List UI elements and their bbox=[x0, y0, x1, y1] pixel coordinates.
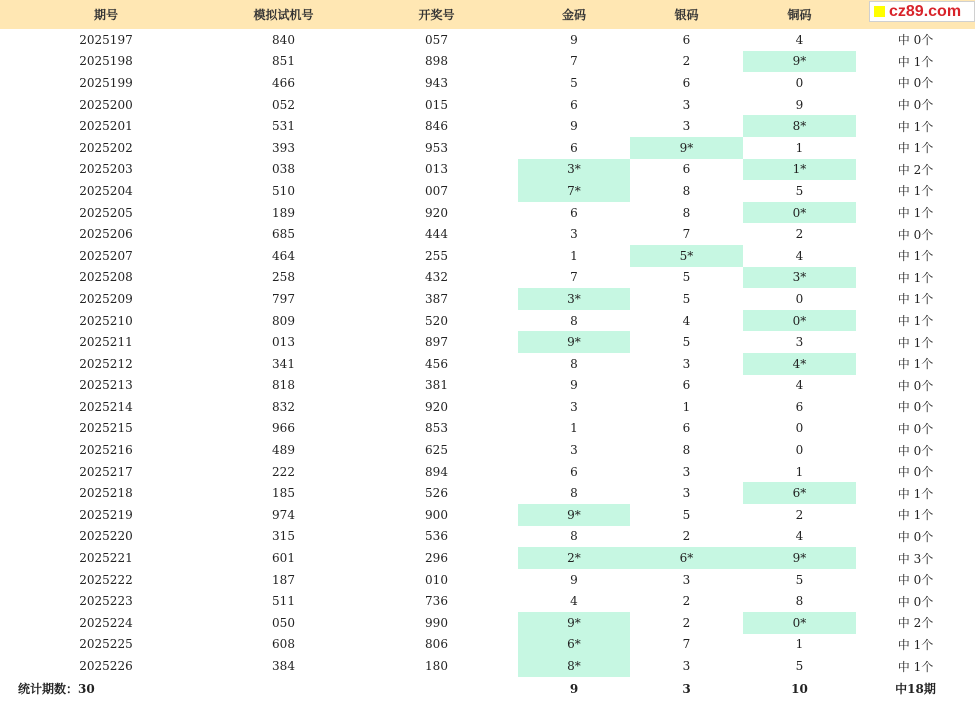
cell-silver: 3 bbox=[682, 486, 691, 501]
cell-bronze: 2 bbox=[795, 227, 804, 242]
cell-gold: 3* bbox=[518, 288, 630, 310]
cell-silver: 5 bbox=[682, 270, 691, 285]
cell-result: 中 0个 bbox=[897, 443, 934, 458]
cell-sim: 050 bbox=[272, 615, 295, 630]
cell-silver: 2 bbox=[682, 529, 691, 544]
header-draw: 开奖号 bbox=[418, 8, 455, 22]
table-row bbox=[0, 396, 975, 418]
yellow-square-icon bbox=[874, 6, 885, 17]
table-row bbox=[0, 180, 975, 202]
header-bronze: 铜码 bbox=[787, 8, 812, 22]
cell-sim: 840 bbox=[272, 32, 295, 47]
table-row bbox=[0, 634, 975, 656]
table-row bbox=[0, 159, 975, 181]
cell-bronze: 0 bbox=[795, 291, 804, 306]
header-gold: 金码 bbox=[561, 8, 586, 22]
table-row bbox=[0, 245, 975, 267]
cell-silver: 3 bbox=[682, 572, 691, 587]
cell-bronze: 2 bbox=[795, 507, 804, 522]
cell-result: 中 0个 bbox=[897, 98, 934, 113]
cell-sim: 341 bbox=[272, 356, 295, 371]
cell-period: 2025222 bbox=[79, 572, 133, 587]
cell-draw: 456 bbox=[425, 356, 448, 371]
table-row bbox=[0, 115, 975, 137]
table-row bbox=[0, 353, 975, 375]
cell-period: 2025214 bbox=[79, 399, 133, 414]
table-row bbox=[0, 418, 975, 440]
table-row bbox=[0, 569, 975, 591]
cell-result: 中 2个 bbox=[897, 616, 934, 631]
table-row bbox=[0, 590, 975, 612]
cell-draw: 897 bbox=[425, 335, 448, 350]
cell-silver: 8 bbox=[682, 205, 691, 220]
cell-silver: 3 bbox=[682, 356, 691, 371]
cell-result: 中 3个 bbox=[897, 551, 934, 566]
cell-draw: 943 bbox=[425, 75, 448, 90]
cell-result: 中 1个 bbox=[897, 270, 934, 285]
cell-result: 中 1个 bbox=[897, 508, 934, 523]
cell-gold: 7 bbox=[570, 54, 578, 69]
cell-bronze: 5 bbox=[795, 659, 804, 674]
cell-gold: 6* bbox=[518, 634, 630, 656]
cell-bronze: 1 bbox=[795, 140, 804, 155]
cell-bronze: 4 bbox=[795, 378, 804, 393]
cell-bronze: 0* bbox=[743, 612, 856, 634]
cell-bronze: 8 bbox=[795, 594, 804, 609]
cell-sim: 189 bbox=[272, 205, 295, 220]
cell-gold: 6 bbox=[570, 205, 578, 220]
header-sim: 模拟试机号 bbox=[253, 8, 314, 22]
cell-silver: 7 bbox=[682, 637, 691, 652]
cell-draw: 057 bbox=[425, 32, 448, 47]
cell-draw: 015 bbox=[425, 97, 448, 112]
cell-period: 2025205 bbox=[79, 205, 133, 220]
table-body bbox=[0, 29, 975, 677]
cell-result: 中 1个 bbox=[897, 184, 934, 199]
cell-draw: 990 bbox=[425, 615, 448, 630]
table-row bbox=[0, 655, 975, 677]
cell-draw: 920 bbox=[425, 205, 448, 220]
table-row bbox=[0, 439, 975, 461]
cell-silver: 3 bbox=[682, 464, 691, 479]
cell-gold: 1 bbox=[570, 421, 578, 436]
cell-period: 2025209 bbox=[79, 291, 133, 306]
cell-bronze: 6* bbox=[743, 482, 856, 504]
cell-silver: 8 bbox=[682, 443, 691, 458]
cell-sim: 258 bbox=[272, 270, 295, 285]
cell-silver: 1 bbox=[682, 399, 691, 414]
cell-period: 2025204 bbox=[79, 183, 133, 198]
cell-gold: 7* bbox=[518, 180, 630, 202]
cell-result: 中 1个 bbox=[897, 659, 934, 674]
cell-period: 2025199 bbox=[79, 75, 133, 90]
cell-bronze: 9 bbox=[795, 97, 804, 112]
cell-bronze: 4* bbox=[743, 353, 856, 375]
cell-bronze: 0* bbox=[743, 202, 856, 224]
cell-draw: 444 bbox=[425, 227, 448, 242]
cell-sim: 601 bbox=[272, 551, 295, 566]
cell-sim: 511 bbox=[272, 594, 295, 609]
cell-period: 2025201 bbox=[79, 119, 133, 134]
cell-gold: 3 bbox=[570, 443, 578, 458]
cell-period: 2025224 bbox=[79, 615, 133, 630]
cell-result: 中 0个 bbox=[897, 33, 934, 48]
cell-draw: 010 bbox=[425, 572, 448, 587]
cell-bronze: 5 bbox=[795, 183, 804, 198]
cell-sim: 185 bbox=[272, 486, 295, 501]
cell-sim: 393 bbox=[272, 140, 295, 155]
cell-bronze: 0 bbox=[795, 75, 804, 90]
cell-silver: 2 bbox=[682, 594, 691, 609]
cell-gold: 9* bbox=[518, 331, 630, 353]
site-logo[interactable] bbox=[869, 1, 975, 22]
cell-gold: 9 bbox=[570, 378, 578, 393]
cell-bronze: 9* bbox=[743, 547, 856, 569]
cell-period: 2025213 bbox=[79, 378, 133, 393]
cell-draw: 013 bbox=[425, 162, 448, 177]
cell-silver: 6 bbox=[682, 421, 691, 436]
cell-draw: 900 bbox=[425, 507, 448, 522]
cell-bronze: 4 bbox=[795, 248, 804, 263]
footer-gold-total: 9 bbox=[569, 681, 579, 696]
cell-draw: 387 bbox=[425, 291, 448, 306]
cell-result: 中 1个 bbox=[897, 141, 934, 156]
cell-silver: 9* bbox=[630, 137, 743, 159]
cell-silver: 3 bbox=[682, 659, 691, 674]
cell-silver: 6 bbox=[682, 378, 691, 393]
table-header bbox=[0, 0, 975, 29]
cell-sim: 466 bbox=[272, 75, 295, 90]
cell-bronze: 9* bbox=[743, 51, 856, 73]
table-row bbox=[0, 331, 975, 353]
cell-sim: 851 bbox=[272, 54, 295, 69]
cell-period: 2025217 bbox=[79, 464, 133, 479]
cell-sim: 685 bbox=[272, 227, 295, 242]
table-row bbox=[0, 137, 975, 159]
cell-result: 中 1个 bbox=[897, 335, 934, 350]
cell-bronze: 1 bbox=[795, 464, 804, 479]
cell-draw: 920 bbox=[425, 399, 448, 414]
cell-silver: 6* bbox=[630, 547, 743, 569]
cell-silver: 3 bbox=[682, 119, 691, 134]
cell-draw: 736 bbox=[425, 594, 448, 609]
cell-result: 中 1个 bbox=[897, 54, 934, 69]
cell-result: 中 0个 bbox=[897, 421, 934, 436]
table-row bbox=[0, 310, 975, 332]
cell-gold: 8* bbox=[518, 655, 630, 677]
cell-gold: 5 bbox=[570, 75, 578, 90]
cell-gold: 8 bbox=[570, 313, 578, 328]
cell-silver: 5 bbox=[682, 291, 691, 306]
cell-gold: 8 bbox=[570, 356, 578, 371]
table-row bbox=[0, 267, 975, 289]
cell-draw: 520 bbox=[425, 313, 448, 328]
cell-gold: 3 bbox=[570, 399, 578, 414]
cell-gold: 3 bbox=[570, 227, 578, 242]
cell-sim: 510 bbox=[272, 183, 295, 198]
cell-draw: 432 bbox=[425, 270, 448, 285]
header-period: 期号 bbox=[93, 8, 118, 22]
cell-period: 2025208 bbox=[79, 270, 133, 285]
table-row bbox=[0, 526, 975, 548]
cell-result: 中 0个 bbox=[897, 465, 934, 480]
cell-period: 2025221 bbox=[79, 551, 133, 566]
cell-silver: 8 bbox=[682, 183, 691, 198]
cell-result: 中 0个 bbox=[897, 573, 934, 588]
cell-bronze: 3* bbox=[743, 267, 856, 289]
cell-silver: 4 bbox=[682, 313, 691, 328]
cell-result: 中 1个 bbox=[897, 119, 934, 134]
cell-gold: 4 bbox=[570, 594, 578, 609]
table-row bbox=[0, 223, 975, 245]
cell-result: 中 1个 bbox=[897, 637, 934, 652]
cell-silver: 2 bbox=[682, 615, 691, 630]
cell-gold: 9 bbox=[570, 119, 578, 134]
cell-result: 中 0个 bbox=[897, 76, 934, 91]
cell-period: 2025207 bbox=[79, 248, 133, 263]
cell-draw: 953 bbox=[425, 140, 448, 155]
cell-draw: 625 bbox=[425, 443, 448, 458]
cell-result: 中 0个 bbox=[897, 227, 934, 242]
cell-sim: 809 bbox=[272, 313, 295, 328]
cell-result: 中 0个 bbox=[897, 594, 934, 609]
cell-gold: 6 bbox=[570, 140, 578, 155]
cell-gold: 7 bbox=[570, 270, 578, 285]
cell-period: 2025216 bbox=[79, 443, 133, 458]
cell-bronze: 6 bbox=[795, 399, 804, 414]
cell-result: 中 1个 bbox=[897, 206, 934, 221]
footer-draw-empty bbox=[355, 677, 518, 701]
cell-silver: 6 bbox=[682, 75, 691, 90]
cell-draw: 894 bbox=[425, 464, 448, 479]
cell-period: 2025211 bbox=[79, 335, 133, 350]
cell-sim: 187 bbox=[272, 572, 295, 587]
cell-result: 中 1个 bbox=[897, 314, 934, 329]
cell-draw: 853 bbox=[425, 421, 448, 436]
cell-period: 2025203 bbox=[79, 162, 133, 177]
cell-draw: 806 bbox=[425, 637, 448, 652]
footer-bronze-total: 10 bbox=[791, 681, 808, 696]
cell-bronze: 5 bbox=[795, 572, 804, 587]
cell-bronze: 8* bbox=[743, 115, 856, 137]
cell-bronze: 1 bbox=[795, 637, 804, 652]
table-row bbox=[0, 29, 975, 51]
table-row bbox=[0, 51, 975, 73]
cell-result: 中 1个 bbox=[897, 486, 934, 501]
cell-sim: 052 bbox=[272, 97, 295, 112]
header-silver: 银码 bbox=[674, 8, 699, 22]
cell-silver: 6 bbox=[682, 32, 691, 47]
cell-period: 2025210 bbox=[79, 313, 133, 328]
cell-gold: 2* bbox=[518, 547, 630, 569]
table-row bbox=[0, 288, 975, 310]
table-row bbox=[0, 547, 975, 569]
cell-silver: 5 bbox=[682, 507, 691, 522]
cell-sim: 464 bbox=[272, 248, 295, 263]
cell-sim: 038 bbox=[272, 162, 295, 177]
cell-period: 2025197 bbox=[79, 32, 133, 47]
cell-bronze: 1* bbox=[743, 159, 856, 181]
cell-bronze: 0 bbox=[795, 443, 804, 458]
cell-period: 2025198 bbox=[79, 54, 133, 69]
table-footer bbox=[0, 677, 975, 701]
table-row bbox=[0, 612, 975, 634]
cell-bronze: 3 bbox=[795, 335, 804, 350]
table-row bbox=[0, 461, 975, 483]
cell-gold: 1 bbox=[570, 248, 578, 263]
cell-gold: 9 bbox=[570, 572, 578, 587]
cell-draw: 381 bbox=[425, 378, 448, 393]
cell-draw: 180 bbox=[425, 659, 448, 674]
cell-draw: 536 bbox=[425, 529, 448, 544]
footer-result-total: 中18期 bbox=[895, 682, 936, 697]
cell-result: 中 0个 bbox=[897, 378, 934, 393]
cell-period: 2025202 bbox=[79, 140, 133, 155]
cell-silver: 6 bbox=[682, 162, 691, 177]
cell-sim: 315 bbox=[272, 529, 295, 544]
table-row bbox=[0, 72, 975, 94]
cell-sim: 818 bbox=[272, 378, 295, 393]
cell-period: 2025215 bbox=[79, 421, 133, 436]
cell-gold: 8 bbox=[570, 529, 578, 544]
table-row bbox=[0, 504, 975, 526]
cell-draw: 007 bbox=[425, 183, 448, 198]
cell-result: 中 0个 bbox=[897, 400, 934, 415]
cell-silver: 2 bbox=[682, 54, 691, 69]
cell-sim: 608 bbox=[272, 637, 295, 652]
cell-period: 2025212 bbox=[79, 356, 133, 371]
cell-silver: 7 bbox=[682, 227, 691, 242]
cell-draw: 296 bbox=[425, 551, 448, 566]
cell-result: 中 2个 bbox=[897, 162, 934, 177]
cell-draw: 898 bbox=[425, 54, 448, 69]
cell-result: 中 0个 bbox=[897, 529, 934, 544]
cell-period: 2025206 bbox=[79, 227, 133, 242]
logo-text: cz89.com bbox=[889, 2, 962, 20]
cell-gold: 9 bbox=[570, 32, 578, 47]
footer-silver-total: 3 bbox=[682, 681, 691, 696]
cell-sim: 384 bbox=[272, 659, 295, 674]
cell-draw: 255 bbox=[425, 248, 448, 263]
cell-bronze: 4 bbox=[795, 529, 804, 544]
cell-result: 中 1个 bbox=[897, 292, 934, 307]
cell-gold: 3* bbox=[518, 159, 630, 181]
table-row bbox=[0, 202, 975, 224]
cell-period: 2025200 bbox=[79, 97, 133, 112]
cell-bronze: 0* bbox=[743, 310, 856, 332]
cell-period: 2025218 bbox=[79, 486, 133, 501]
cell-period: 2025220 bbox=[79, 529, 133, 544]
cell-period: 2025219 bbox=[79, 507, 133, 522]
table-row bbox=[0, 94, 975, 116]
footer-label: 统计期数：30 bbox=[18, 682, 95, 697]
cell-sim: 531 bbox=[272, 119, 295, 134]
cell-gold: 6 bbox=[570, 464, 578, 479]
cell-sim: 974 bbox=[272, 507, 295, 522]
cell-gold: 9* bbox=[518, 612, 630, 634]
cell-sim: 832 bbox=[272, 399, 295, 414]
cell-sim: 013 bbox=[272, 335, 295, 350]
cell-gold: 9* bbox=[518, 504, 630, 526]
cell-sim: 489 bbox=[272, 443, 295, 458]
cell-gold: 8 bbox=[570, 486, 578, 501]
cell-sim: 966 bbox=[272, 421, 295, 436]
cell-sim: 222 bbox=[272, 464, 295, 479]
cell-draw: 846 bbox=[425, 119, 448, 134]
cell-silver: 5* bbox=[630, 245, 743, 267]
table-row bbox=[0, 375, 975, 397]
cell-silver: 5 bbox=[682, 335, 691, 350]
footer-sim-empty bbox=[212, 677, 355, 701]
table-row bbox=[0, 482, 975, 504]
cell-bronze: 0 bbox=[795, 421, 804, 436]
cell-result: 中 1个 bbox=[897, 357, 934, 372]
cell-gold: 6 bbox=[570, 97, 578, 112]
cell-period: 2025226 bbox=[79, 659, 133, 674]
cell-bronze: 4 bbox=[795, 32, 804, 47]
cell-result: 中 1个 bbox=[897, 249, 934, 264]
cell-period: 2025223 bbox=[79, 594, 133, 609]
cell-sim: 797 bbox=[272, 291, 295, 306]
cell-period: 2025225 bbox=[79, 637, 133, 652]
cell-draw: 526 bbox=[425, 486, 448, 501]
cell-silver: 3 bbox=[682, 97, 691, 112]
